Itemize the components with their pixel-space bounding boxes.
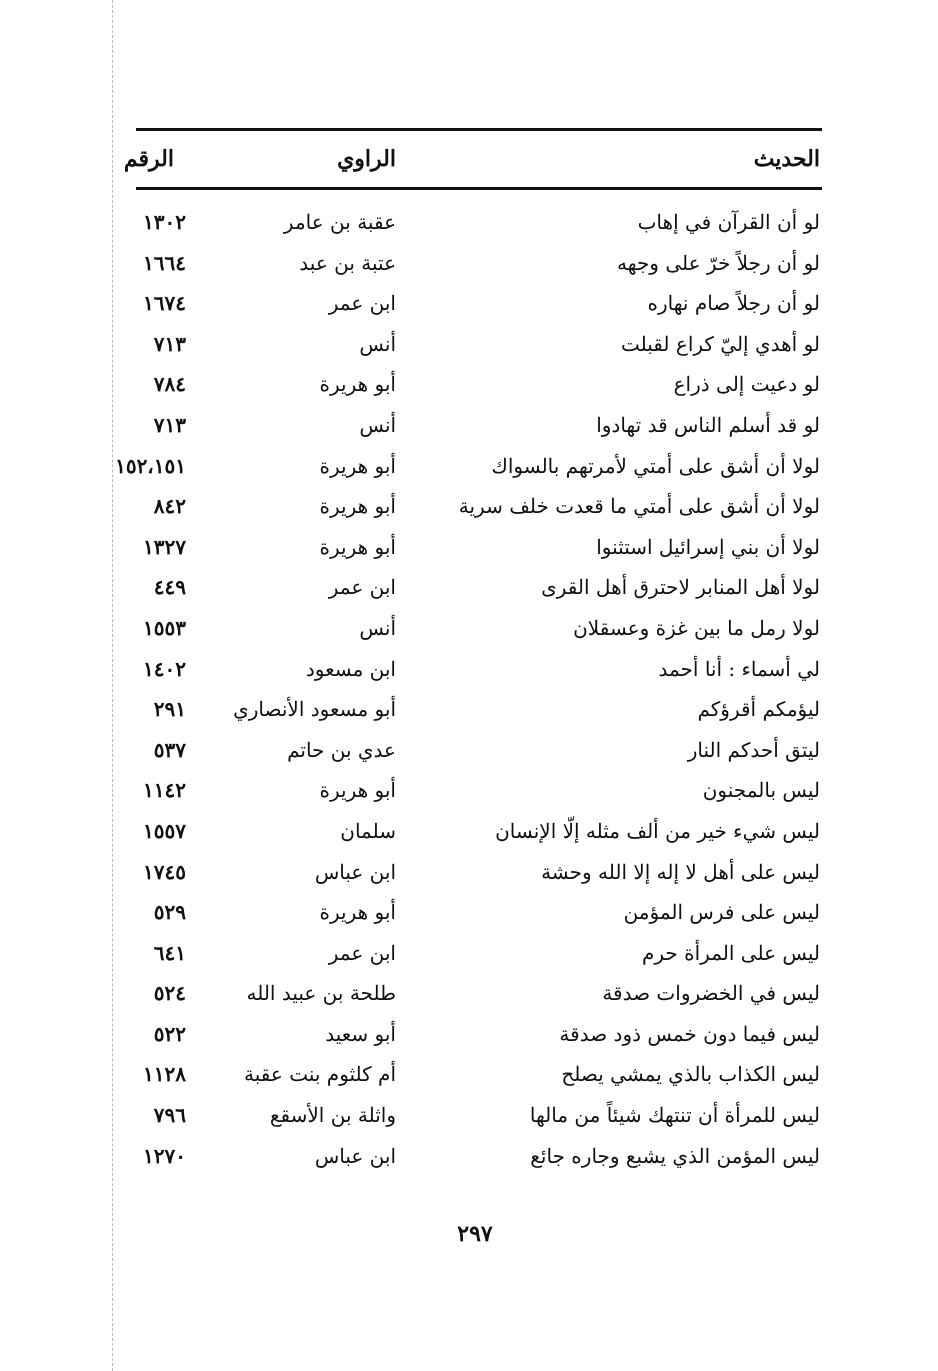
hadith-text: ليس على أهل لا إله إلا الله وحشة	[541, 859, 820, 884]
hadith-text: لولا رمل ما بين غزة وعسقلان	[573, 615, 820, 640]
narrator-name: أنس	[359, 331, 396, 356]
table-row	[128, 933, 822, 974]
table-row	[115, 446, 822, 487]
hadith-text: لو أهدي إليّ كراع لقبلت	[621, 331, 820, 356]
hadith-number: ٥٣٧	[153, 737, 186, 762]
table-row	[128, 811, 822, 852]
table-row	[128, 1095, 822, 1136]
narrator-name: ابن عباس	[314, 859, 396, 884]
table-row	[128, 324, 822, 365]
table-row	[128, 1136, 822, 1177]
narrator-name: ابن عمر	[328, 940, 396, 965]
hadith-text: لولا أن بني إسرائيل استثنوا	[596, 534, 820, 559]
hadith-number: ٧٨٤	[153, 372, 186, 397]
table-row	[128, 243, 822, 284]
narrator-name: أبو هريرة	[319, 778, 396, 803]
table-row	[128, 364, 822, 405]
narrator-name: طلحة بن عبيد الله	[246, 981, 396, 1006]
table-row	[128, 730, 822, 771]
table-row	[128, 1014, 822, 1055]
hadith-number: ٧١٣	[153, 331, 186, 356]
hadith-number: ٥٢٤	[153, 981, 186, 1006]
hadith-number: ١٣٠٢	[143, 210, 186, 234]
hadith-text: لو أن رجلاً خرّ على وجهه	[617, 250, 820, 275]
hadith-text: ليؤمكم أقرؤكم	[697, 697, 820, 722]
hadith-number: ١١٢٨	[143, 1062, 186, 1087]
hadith-index-list	[115, 202, 822, 1176]
hadith-text: لو أن القرآن في إهاب	[637, 210, 820, 234]
narrator-name: أبو سعيد	[325, 1021, 396, 1046]
hadith-number: ١٢٧٠	[143, 1143, 186, 1168]
hadith-number: ١٥٥٧	[143, 818, 186, 843]
column-header-number: الرقم	[123, 146, 174, 172]
column-header-hadith: الحديث	[753, 146, 820, 172]
hadith-number: ١٤٠٢	[143, 656, 186, 681]
hadith-number: ٧٩٦	[153, 1103, 186, 1128]
hadith-text: ليس بالمجنون	[702, 778, 820, 803]
hadith-number: ١٥٥٣	[143, 615, 186, 640]
hadith-number: ٥٢٩	[153, 900, 186, 925]
narrator-name: أم كلثوم بنت عقبة	[244, 1062, 396, 1087]
hadith-number: ١٣٢٧	[143, 534, 186, 559]
table-row	[128, 649, 822, 690]
table-row	[128, 405, 822, 446]
table-row	[128, 892, 822, 933]
narrator-name: ابن عمر	[328, 575, 396, 600]
column-header-narrator: الراوي	[337, 146, 396, 172]
hadith-text: لي أسماء : أنا أحمد	[658, 656, 820, 681]
hadith-number: ١٧٤٥	[143, 859, 186, 884]
hadith-text: ليس على المرأة حرم	[642, 940, 820, 965]
narrator-name: ابن عمر	[328, 291, 396, 316]
table-row	[128, 283, 822, 324]
margin-guide-line	[112, 0, 113, 1371]
narrator-name: أبو هريرة	[319, 372, 396, 397]
top-rule	[136, 128, 822, 131]
table-row	[128, 1054, 822, 1095]
page-number: ٢٩٧	[457, 1221, 493, 1247]
table-row	[128, 202, 822, 243]
header-rule	[136, 187, 822, 190]
hadith-text: لو أن رجلاً صام نهاره	[647, 291, 820, 316]
hadith-text: ليس المؤمن الذي يشبع وجاره جائع	[530, 1143, 820, 1168]
hadith-number: ١٥٢،١٥١	[115, 453, 186, 478]
hadith-text: ليس شيء خير من ألف مثله إلّا الإنسان	[495, 818, 820, 843]
hadith-number: ١١٤٢	[143, 778, 186, 803]
hadith-number: ٦٤١	[153, 940, 186, 965]
hadith-text: ليس الكذاب بالذي يمشي يصلح	[561, 1062, 820, 1087]
narrator-name: ابن عباس	[314, 1143, 396, 1168]
table-row	[128, 608, 822, 649]
table-row	[128, 689, 822, 730]
hadith-number: ٤٤٩	[153, 575, 186, 600]
hadith-number: ١٦٧٤	[143, 291, 186, 316]
narrator-name: ابن مسعود	[305, 656, 396, 681]
hadith-number: ٨٤٢	[153, 494, 186, 519]
hadith-number: ٥٢٢	[153, 1021, 186, 1046]
table-row	[128, 486, 822, 527]
table-row	[128, 770, 822, 811]
narrator-name: أبو هريرة	[319, 900, 396, 925]
hadith-text: لولا أن أشق على أمتي لأمرتهم بالسواك	[491, 453, 820, 478]
hadith-text: لولا أن أشق على أمتي ما قعدت خلف سرية	[458, 494, 820, 519]
narrator-name: أبو هريرة	[319, 453, 396, 478]
table-row	[128, 852, 822, 893]
narrator-name: عدي بن حاتم	[287, 737, 396, 762]
narrator-name: أنس	[359, 615, 396, 640]
index-page	[115, 128, 822, 1248]
table-row	[128, 567, 822, 608]
hadith-number: ١٦٦٤	[143, 250, 186, 275]
hadith-text: لو قد أسلم الناس قد تهادوا	[596, 412, 820, 437]
hadith-number: ٧١٣	[153, 412, 186, 437]
narrator-name: واثلة بن الأسقع	[269, 1103, 396, 1128]
hadith-number: ٢٩١	[153, 697, 186, 722]
narrator-name: سلمان	[340, 818, 396, 843]
hadith-text: لولا أهل المنابر لاحترق أهل القرى	[541, 575, 820, 600]
narrator-name: عتبة بن عبد	[299, 250, 396, 275]
hadith-text: ليس فيما دون خمس ذود صدقة	[559, 1021, 820, 1046]
table-row	[128, 973, 822, 1014]
hadith-text: ليتق أحدكم النار	[687, 737, 820, 762]
narrator-name: أبو هريرة	[319, 494, 396, 519]
narrator-name: أبو مسعود الأنصاري	[233, 697, 396, 722]
hadith-text: ليس على فرس المؤمن	[623, 900, 820, 925]
narrator-name: أنس	[359, 412, 396, 437]
narrator-name: أبو هريرة	[319, 534, 396, 559]
narrator-name: عقبة بن عامر	[283, 210, 396, 234]
hadith-text: ليس في الخضروات صدقة	[602, 981, 820, 1006]
hadith-text: لو دعيت إلى ذراع	[673, 372, 820, 397]
table-row	[128, 527, 822, 568]
hadith-text: ليس للمرأة أن تنتهك شيئاً من مالها	[529, 1103, 820, 1128]
